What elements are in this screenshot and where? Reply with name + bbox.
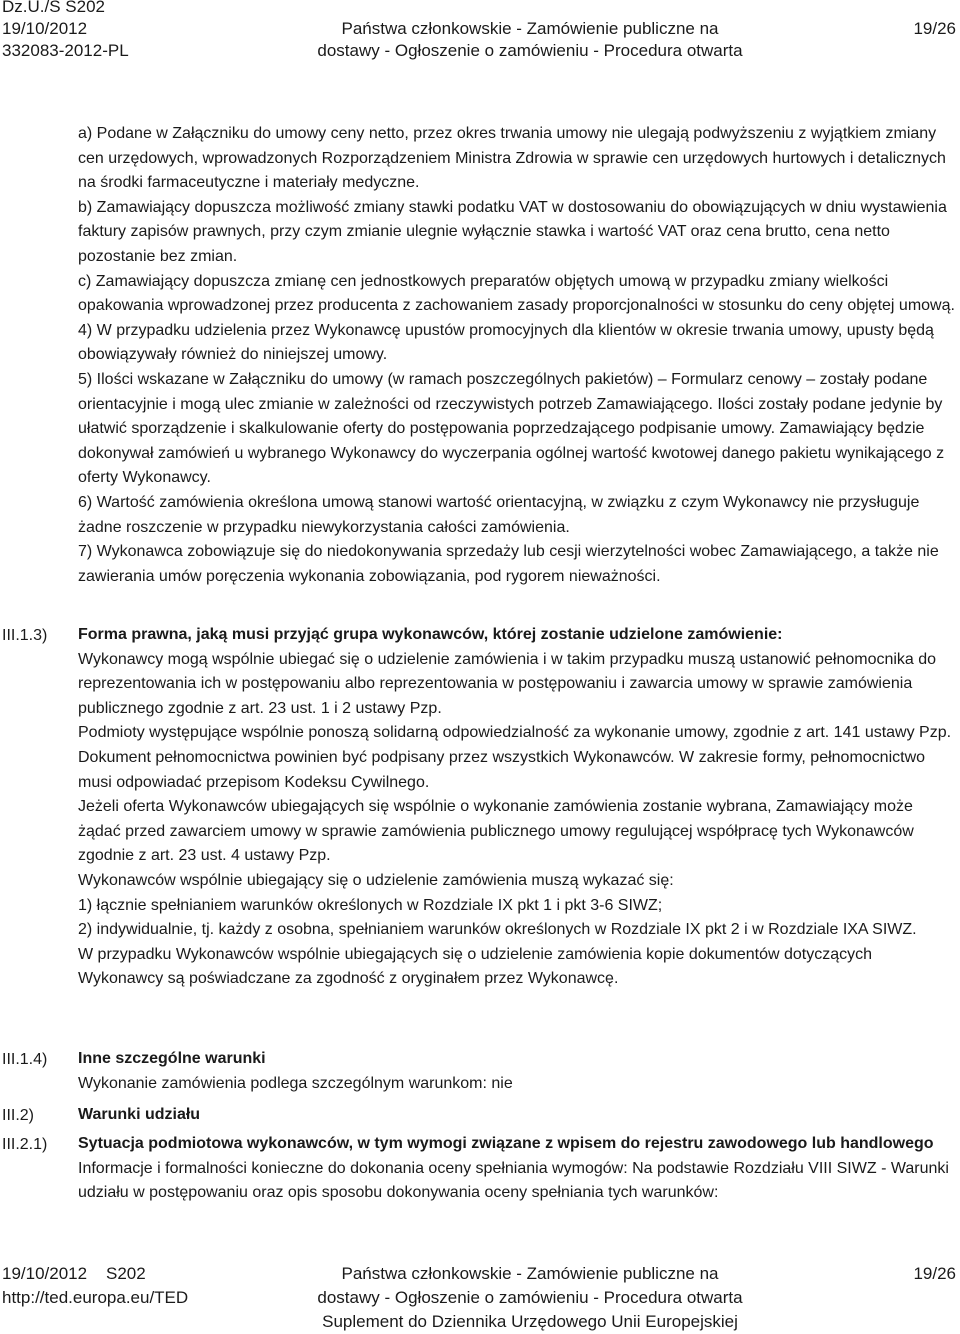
footer-page-number: 19/26 bbox=[913, 1264, 956, 1283]
paragraph-a: a) Podane w Załączniku do umowy ceny netto, przez okres trwania umowy nie ulegają podwyższeniu z wyjątkiem zmiany cen urzędowych, wprowadzonych Rozporządzeniem Ministra Zdrowia w sprawie cen urzędowych hurtowych i detalicznych na środki farmaceutyczne i materiały medyczne. bbox=[78, 125, 946, 192]
footer-date: 19/10/2012 bbox=[2, 1264, 88, 1283]
subject-situation-block bbox=[78, 1132, 958, 1206]
legal-form-p8: W przypadku Wykonawców wspólnie ubiegających się o udzielenie zamówienia kopie dokumentów dotyczących Wykonawcy są poświadczane za zgodność z oryginałem przez Wykonawcę. bbox=[78, 945, 873, 988]
notice-id: 332083-2012-PL bbox=[2, 41, 129, 60]
footer-left bbox=[2, 1262, 188, 1310]
header-page-number: 19/26 bbox=[913, 19, 956, 38]
paragraph-b: b) Zamawiający dopuszcza możliwość zmiany stawki podatku VAT w dostosowaniu do obowiązujących w dniu wystawienia faktury zapisów prawnych, przy czym zmianie ulegnie wyłącznie stawka i wartość VAT oraz cena brutto, cena netto pozostanie bez zmian. bbox=[78, 198, 947, 265]
footer-date-code bbox=[2, 1262, 188, 1286]
header-date: 19/10/2012 bbox=[2, 19, 88, 38]
header-title-line1: Państwa członkowskie - Zamówienie publiczne na bbox=[341, 19, 719, 38]
legal-form-p1: Wykonawcy mogą wspólnie ubiegać się o udzielenie zamówienia i w takim przypadku muszą ustanowić pełnomocnika do reprezentowania ich w postępowaniu albo reprezentowania w postępowaniu i zawarcia umowy w sprawie zamówienia publicznego zgodnie z art. 23 ust. 1 i 2 ustawy Pzp. bbox=[78, 650, 937, 717]
subject-situation-heading: Sytuacja podmiotowa wykonawców, w tym wymogi związane z wpisem do rejestru zawodowego lub handlowego bbox=[78, 1135, 934, 1152]
section-number-iii-1-4: III.1.4) bbox=[2, 1051, 48, 1068]
header-title-line2: dostawy - Ogłoszenie o zamówieniu - Procedura otwarta bbox=[317, 41, 743, 60]
participation-heading: Warunki udziału bbox=[78, 1106, 201, 1123]
header-title bbox=[310, 18, 750, 62]
footer-title-line3: Suplement do Dziennika Urzędowego Unii Europejskiej bbox=[322, 1312, 738, 1331]
footer-code: S202 bbox=[106, 1264, 146, 1283]
legal-form-block bbox=[78, 623, 958, 992]
conditions-block bbox=[78, 122, 958, 589]
special-conditions-heading: Inne szczególne warunki bbox=[78, 1050, 266, 1067]
paragraph-c: c) Zamawiający dopuszcza zmianę cen jednostkowych preparatów objętych umową w przypadku zmiany wielkości opakowania wprowadzonej przez producenta z zachowaniem zasady proporcjonalności w stosunku do ceny objętej umową. bbox=[78, 272, 955, 315]
section-number-iii-1-3: III.1.3) bbox=[2, 627, 48, 644]
legal-form-p5: Wykonawców wspólnie ubiegający się o udzielenie zamówienia muszą wykazać się: bbox=[78, 871, 674, 889]
legal-form-p4: Jeżeli oferta Wykonawców ubiegających się wspólnie o wykonanie zamówienia zostanie wybrana, Zamawiający może żądać przed zawarciem umowy w sprawie zamówienia publicznego umowy regulującej współpracę tych Wykonawców zgodnie z art. 23 ust. 4 ustawy Pzp. bbox=[78, 798, 914, 865]
legal-form-heading: Forma prawna, jaką musi przyjąć grupa wykonawców, której zostanie udzielone zamówienie: bbox=[78, 626, 783, 643]
special-conditions-text: Wykonanie zamówienia podlega szczególnym warunkom: nie bbox=[78, 1074, 513, 1092]
doc-ref: Dz.U./S S202 bbox=[2, 0, 105, 16]
paragraph-4: 4) W przypadku udzielenia przez Wykonawcę upustów promocyjnych dla klientów w okresie trwania umowy, upusty będą obowiązywały również do niniejszej umowy. bbox=[78, 321, 934, 364]
footer-title bbox=[290, 1262, 770, 1334]
special-conditions-block bbox=[78, 1047, 958, 1096]
footer-title-line1: Państwa członkowskie - Zamówienie publiczne na bbox=[341, 1264, 719, 1283]
footer-url[interactable]: http://ted.europa.eu/TED bbox=[2, 1288, 189, 1307]
paragraph-6: 6) Wartość zamówienia określona umową stanowi wartość orientacyjną, w związku z czym Wykonawcy nie przysługuje żadne roszczenie w przypadku niewykorzystania całości zamówienia. bbox=[78, 493, 920, 536]
footer-title-line2: dostawy - Ogłoszenie o zamówieniu - Procedura otwarta bbox=[317, 1288, 743, 1307]
page-header bbox=[0, 0, 960, 72]
legal-form-p6: 1) łącznie spełnianiem warunków określonych w Rozdziale IX pkt 1 i pkt 3-6 SIWZ; bbox=[78, 896, 663, 914]
section-number-iii-2: III.2) bbox=[2, 1107, 35, 1124]
paragraph-5: 5) Ilości wskazane w Załączniku do umowy (w ramach poszczególnych pakietów) – Formularz cenowy – zostały podane orientacyjnie i mogą ulec zmianie w zależności od rzeczywistych potrzeb Zamawiającego. Ilości zostały podane jedynie by ułatwić sporządzenie i skalkulowanie oferty do postępowania poprzedzającego podpisanie umowy. Zamawiający będzie dokonywał zamówień u wybranego Wykonawcy do wyczerpania ogólnej wartość kwotowej danego pakietu wynikającego z oferty Wykonawcy. bbox=[78, 370, 945, 487]
paragraph-7: 7) Wykonawca zobowiązuje się do niedokonywania sprzedaży lub cesji wierzytelności wobec Zamawiającego, a także nie zawierania umów poręczenia wykonania zobowiązania, pod rygorem nieważności. bbox=[78, 543, 939, 585]
legal-form-p7: 2) indywidualnie, tj. każdy z osobna, spełnianiem warunków określonych w Rozdziale IX pkt 2 i w Rozdziale IXA SIWZ. bbox=[78, 921, 917, 939]
section-number-iii-2-1: III.2.1) bbox=[2, 1136, 48, 1153]
header-left bbox=[2, 0, 129, 62]
page-footer bbox=[0, 1262, 960, 1334]
legal-form-p3: Dokument pełnomocnictwa powinien być podpisany przez wszystkich Wykonawców. W zakresie formy, pełnomocnictwo musi odpowiadać przepisom Kodeksu Cywilnego. bbox=[78, 748, 926, 791]
subject-situation-text: Informacje i formalności konieczne do dokonania oceny spełniania wymogów: Na podstawie Rozdziału VIII SIWZ - Warunki udziału w postępowaniu oraz opis sposobu dokonywania oceny spełniania tych warunków: bbox=[78, 1159, 949, 1202]
legal-form-p2: Podmioty występujące wspólnie ponoszą solidarną odpowiedzialność za wykonanie umowy, zgodnie z art. 141 ustawy Pzp. bbox=[78, 724, 952, 742]
